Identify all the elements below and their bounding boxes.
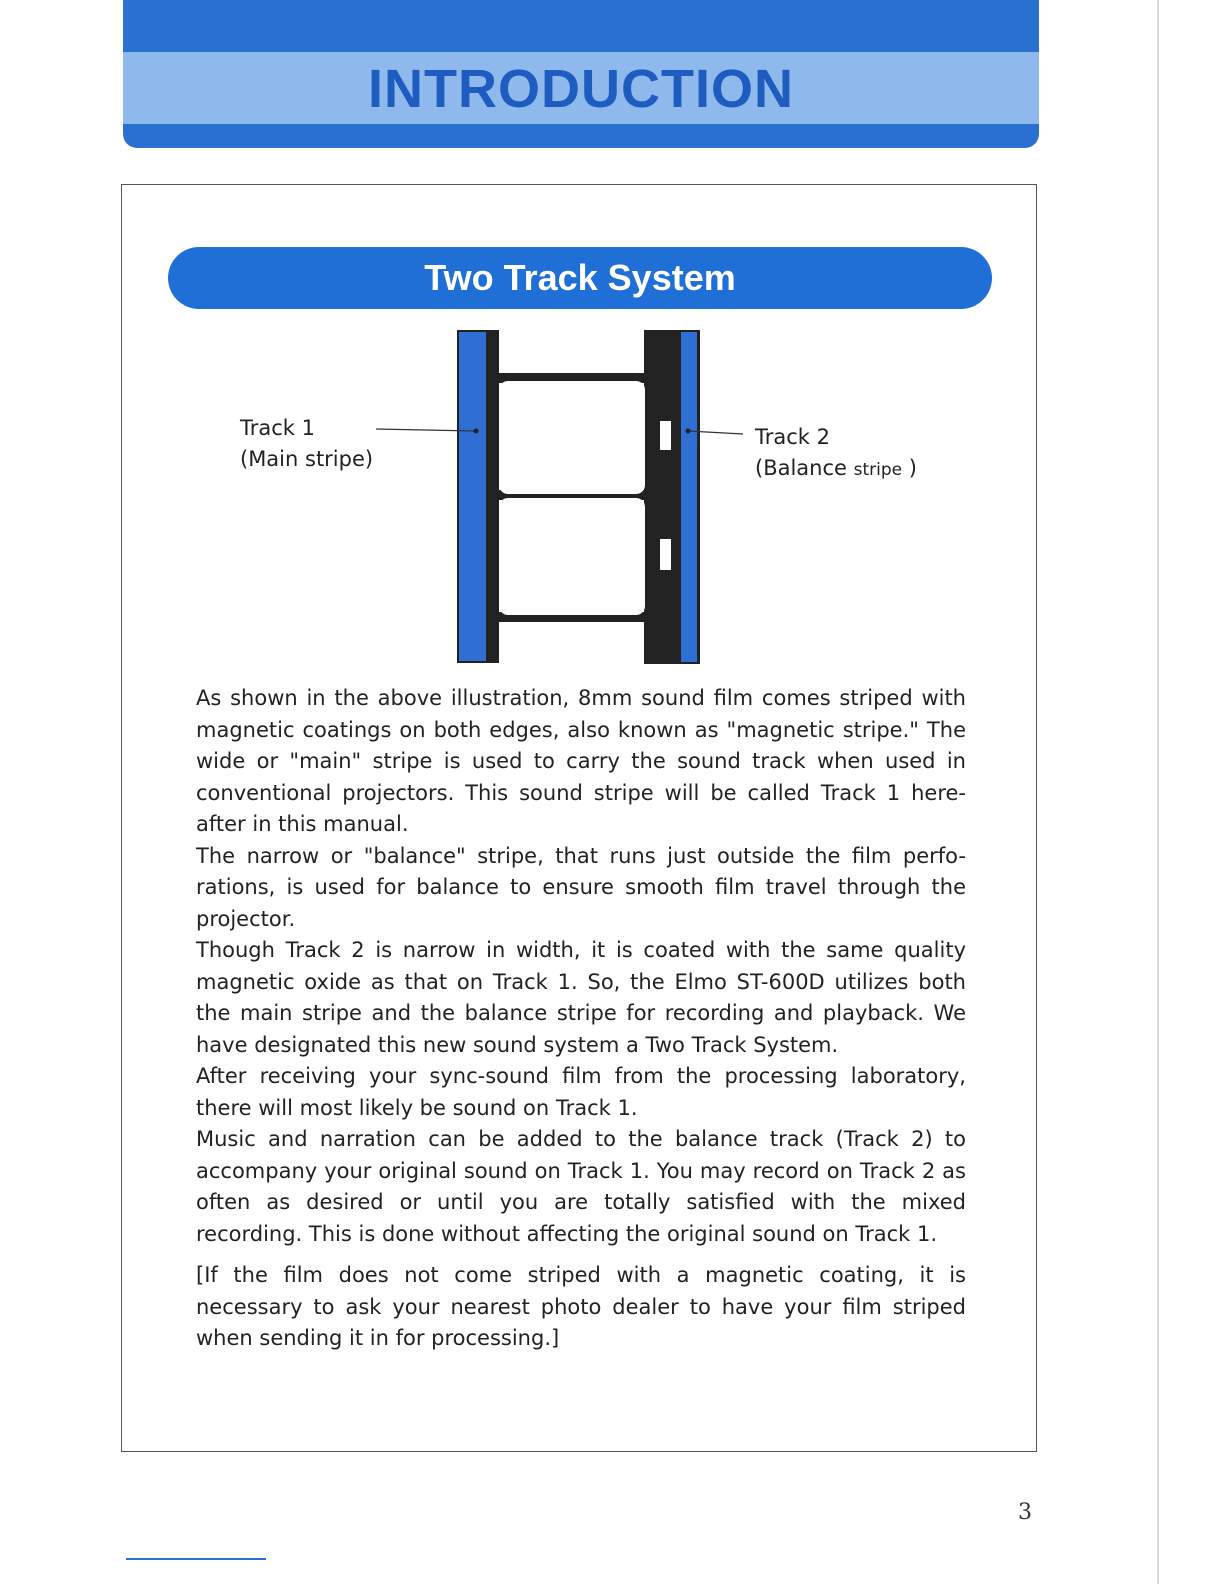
section-title: Two Track System bbox=[424, 257, 736, 298]
track2-subtitle-open: (Balance bbox=[755, 456, 854, 480]
track2-title: Track 2 bbox=[755, 425, 830, 449]
page-number: 3 bbox=[1018, 1500, 1032, 1525]
film-strip-diagram bbox=[0, 0, 1224, 700]
paragraph: The narrow or "balance" stripe, that runs just outside the film perfo-rations, is used for balance to ensure smooth film travel through the projector. bbox=[196, 843, 966, 931]
track2-subtitle bbox=[755, 453, 917, 486]
track1-title: Track 1 bbox=[240, 416, 315, 440]
paragraph: Though Track 2 is narrow in width, it is coated with the same quality magnetic oxide as that on Track 1. So, the Elmo ST-600D utilizes both the main stripe and the balance stripe for recording and playback. We have designated this new sound system a Two Track System. bbox=[196, 938, 966, 1057]
page-title: INTRODUCTION bbox=[368, 59, 794, 119]
track2-subtitle-close: ) bbox=[902, 456, 917, 480]
main-stripe bbox=[459, 332, 486, 661]
film-strip bbox=[457, 330, 700, 664]
film-frame bbox=[499, 498, 645, 615]
perforation bbox=[660, 539, 671, 570]
footer-rule bbox=[126, 1558, 266, 1560]
track2-pointer-dot bbox=[686, 429, 691, 434]
track2-label bbox=[755, 422, 917, 486]
film-frame bbox=[499, 381, 645, 494]
paragraph: As shown in the above illustration, 8mm sound film comes striped with magnetic coatings on both edges, also known as "magnetic stripe." The wide or "main" stripe is used to carry the sound track when used in conventional projectors. This sound stripe will be called Track 1 here-after in this manual. bbox=[196, 686, 966, 836]
paragraph: After receiving your sync-sound film from the processing laboratory, there will most likely be sound on Track 1. bbox=[196, 1064, 966, 1120]
paragraph: Music and narration can be added to the balance track (Track 2) to accompany your original sound on Track 1. You may record on Track 2 as often as desired or until you are totally satisfied with the mixed recording. This is done without affecting the original sound on Track 1. bbox=[196, 1127, 966, 1246]
body-text bbox=[196, 683, 966, 1355]
track1-label bbox=[240, 413, 373, 475]
balance-stripe bbox=[681, 332, 697, 662]
track2-subtitle-small: stripe bbox=[853, 460, 903, 480]
track1-subtitle: (Main stripe) bbox=[240, 447, 374, 471]
note-paragraph: [If the film does not come striped with a magnetic coating, it is necessary to ask your nearest photo dealer to have your film striped when sending it in for processing.] bbox=[196, 1263, 966, 1350]
track1-pointer-dot bbox=[474, 429, 479, 434]
perforation bbox=[660, 421, 671, 450]
